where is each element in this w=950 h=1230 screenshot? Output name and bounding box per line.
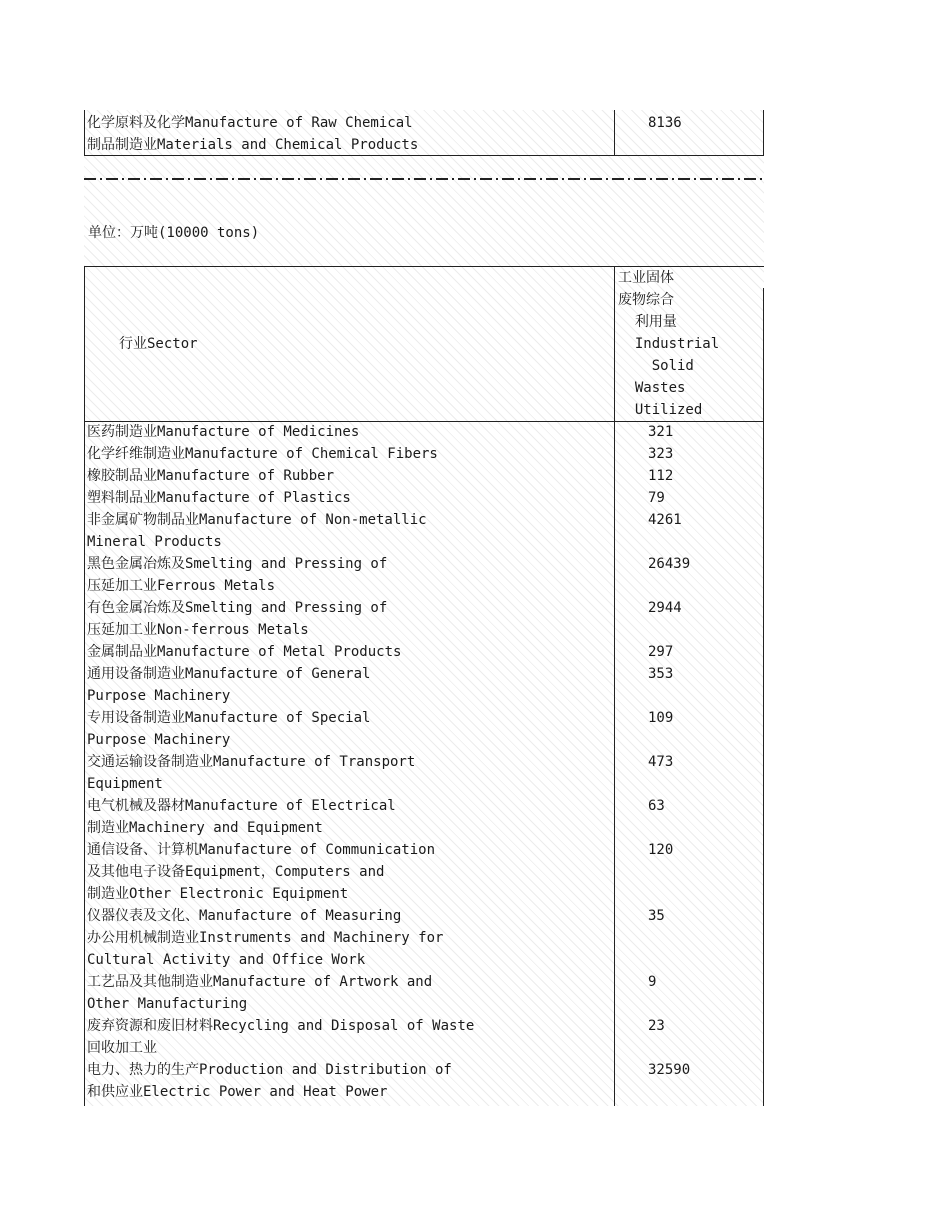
row-sector-text: 制造业Machinery and Equipment bbox=[87, 820, 323, 836]
row-value: 79 bbox=[648, 490, 665, 506]
top-left-border bbox=[84, 110, 85, 156]
header-value-line: Solid bbox=[618, 358, 694, 374]
page-break-line bbox=[84, 178, 764, 180]
row-sector-text: 电力、热力的生产Production and Distribution of bbox=[87, 1062, 452, 1078]
row-sector-text: Mineral Products bbox=[87, 534, 222, 550]
row-sector-text: 工艺品及其他制造业Manufacture of Artwork and bbox=[87, 974, 433, 990]
row-value: 297 bbox=[648, 644, 674, 660]
top-row-value: 8136 bbox=[648, 115, 682, 131]
table-mid-border bbox=[614, 266, 615, 1106]
header-value-line: Wastes bbox=[618, 380, 686, 396]
row-value: 323 bbox=[648, 446, 674, 462]
row-value: 32590 bbox=[648, 1062, 691, 1078]
row-sector-text: 电气机械及器材Manufacture of Electrical bbox=[87, 798, 396, 814]
row-sector-text: 橡胶制品业Manufacture of Rubber bbox=[87, 468, 335, 484]
row-sector-text: 及其他电子设备Equipment，Computers and bbox=[87, 864, 385, 880]
row-sector-text: Cultural Activity and Office Work bbox=[87, 952, 366, 968]
row-value: 63 bbox=[648, 798, 665, 814]
row-sector-text: 通用设备制造业Manufacture of General bbox=[87, 666, 371, 682]
row-value: 4261 bbox=[648, 512, 682, 528]
row-value: 109 bbox=[648, 710, 674, 726]
row-value: 9 bbox=[648, 974, 657, 990]
header-value-line: 废物综合 bbox=[618, 292, 674, 308]
row-sector-text: 有色金属冶炼及Smelting and Pressing of bbox=[87, 600, 388, 616]
header-value-line: Utilized bbox=[618, 402, 703, 418]
row-sector-text: 通信设备、计算机Manufacture of Communication bbox=[87, 842, 436, 858]
row-value: 112 bbox=[648, 468, 674, 484]
row-sector-text: 医药制造业Manufacture of Medicines bbox=[87, 424, 360, 440]
row-sector-text: 黑色金属冶炼及Smelting and Pressing of bbox=[87, 556, 388, 572]
row-sector-text: 废弃资源和废旧材料Recycling and Disposal of Waste bbox=[87, 1018, 475, 1034]
row-sector-text: Purpose Machinery bbox=[87, 688, 231, 704]
row-value: 35 bbox=[648, 908, 665, 924]
row-sector-text: 化学纤维制造业Manufacture of Chemical Fibers bbox=[87, 446, 438, 462]
top-mid-border bbox=[614, 110, 615, 156]
header-value-line: 工业固体 bbox=[618, 270, 674, 286]
row-value: 26439 bbox=[648, 556, 691, 572]
row-sector-text: 交通运输设备制造业Manufacture of Transport bbox=[87, 754, 416, 770]
row-sector-text: Purpose Machinery bbox=[87, 732, 231, 748]
row-sector-text: 金属制品业Manufacture of Metal Products bbox=[87, 644, 402, 660]
row-sector-text: 办公用机械制造业Instruments and Machinery for bbox=[87, 930, 444, 946]
row-sector-text: Other Manufacturing bbox=[87, 996, 248, 1012]
unit-label: 单位：万吨(10000 tons) bbox=[88, 225, 260, 241]
row-value: 473 bbox=[648, 754, 674, 770]
header-value-line: 利用量 bbox=[618, 314, 677, 330]
header-value-line: Industrial bbox=[618, 336, 720, 352]
top-right-border bbox=[763, 110, 764, 156]
top-row-sector-line-2: 制品制造业Materials and Chemical Products bbox=[87, 137, 419, 153]
row-sector-text: 制造业Other Electronic Equipment bbox=[87, 886, 349, 902]
row-sector-text: 回收加工业 bbox=[87, 1040, 157, 1056]
row-value: 120 bbox=[648, 842, 674, 858]
row-value: 23 bbox=[648, 1018, 665, 1034]
table-right-border bbox=[763, 288, 764, 1106]
table-left-border bbox=[84, 266, 85, 1106]
header-sector: 行业Sector bbox=[119, 336, 198, 352]
row-value: 321 bbox=[648, 424, 674, 440]
row-sector-text: 压延加工业Ferrous Metals bbox=[87, 578, 276, 594]
row-sector-text: 和供应业Electric Power and Heat Power bbox=[87, 1084, 388, 1100]
top-row-sector-line-1: 化学原料及化学Manufacture of Raw Chemical bbox=[87, 115, 413, 131]
row-sector-text: 非金属矿物制品业Manufacture of Non-metallic bbox=[87, 512, 427, 528]
row-value: 2944 bbox=[648, 600, 682, 616]
row-sector-text: 压延加工业Non-ferrous Metals bbox=[87, 622, 309, 638]
row-sector-text: 专用设备制造业Manufacture of Special bbox=[87, 710, 371, 726]
row-value: 353 bbox=[648, 666, 674, 682]
row-sector-text: Equipment bbox=[87, 776, 163, 792]
row-sector-text: 塑料制品业Manufacture of Plastics bbox=[87, 490, 351, 506]
row-sector-text: 仪器仪表及文化、Manufacture of Measuring bbox=[87, 908, 402, 924]
